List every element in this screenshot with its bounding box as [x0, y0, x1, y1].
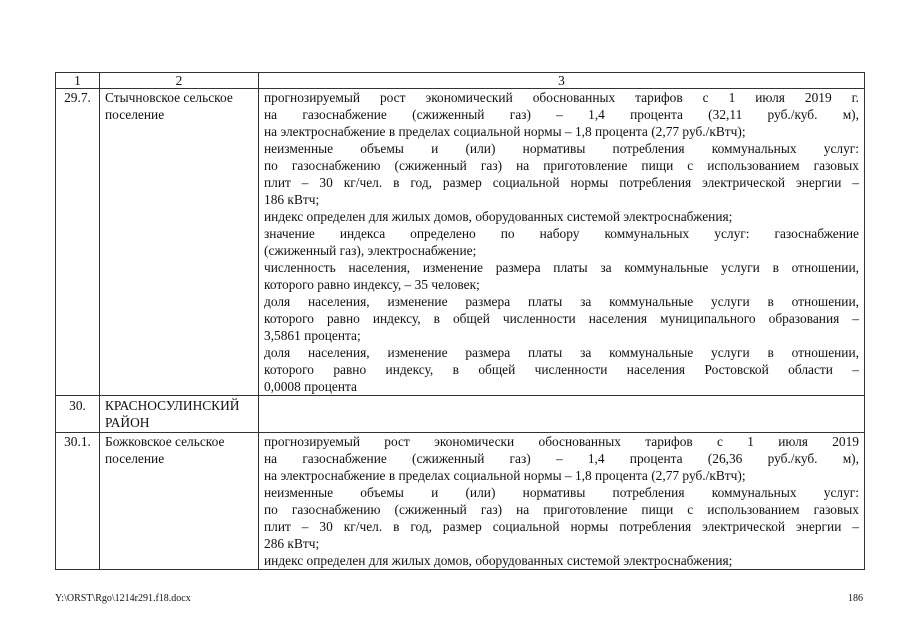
footer-file-path: Y:\ORST\Rgo\1214r291.f18.docx: [55, 593, 191, 604]
description-line: плит – 30 кг/чел. в год, размер социальной нормы потребления электрической энергии –: [264, 519, 859, 534]
description-line: 186 кВтч;: [264, 192, 320, 207]
description-line: на электроснабжение в пределах социальной нормы – 1,8 процента (2,77 руб./кВтч);: [264, 124, 746, 139]
description-line: по газоснабжению (сжиженный газ) на приготовление пищи с использованием газовых: [264, 502, 859, 517]
description-line: на газоснабжение (сжиженный газ) – 1,4 процента (32,11 руб./куб. м),: [264, 107, 859, 122]
description-line: неизменные объемы и (или) нормативы потребления коммунальных услуг:: [264, 485, 859, 500]
description-line: (сжиженный газ), электроснабжение;: [264, 243, 477, 258]
description-line: на газоснабжение (сжиженный газ) – 1,4 процента (26,36 руб./куб. м),: [264, 451, 859, 466]
settlement-name-cell: КРАСНОСУЛИНСКИЙ РАЙОН: [100, 396, 259, 433]
table-row: [56, 396, 865, 433]
description-line: численность населения, изменение размера платы за коммунальные услуги в отношении,: [264, 260, 859, 275]
description-line: значение индекса определено по набору коммунальных услуг: газоснабжение: [264, 226, 859, 241]
description-line: 0,0008 процента: [264, 379, 357, 394]
row-number-cell: 30.1.: [56, 433, 100, 570]
description-line: индекс определен для жилых домов, оборудованных системой электроснабжения;: [264, 553, 733, 568]
table-body: [56, 73, 865, 570]
row-number-cell: 30.: [56, 396, 100, 433]
description-line: плит – 30 кг/чел. в год, размер социальной нормы потребления электрической энергии –: [264, 175, 859, 190]
table-row: [56, 433, 865, 570]
description-line: доля населения, изменение размера платы за коммунальные услуги в отношении,: [264, 345, 859, 360]
description-line: доля населения, изменение размера платы за коммунальные услуги в отношении,: [264, 294, 859, 309]
table-row: [56, 89, 865, 396]
description-cell: [259, 89, 865, 396]
description-line: на электроснабжение в пределах социальной нормы – 1,8 процента (2,77 руб./кВтч);: [264, 468, 746, 483]
description-cell: [259, 396, 865, 433]
description-line: 286 кВтч;: [264, 536, 320, 551]
description-line: которого равно индексу, – 35 человек;: [264, 277, 480, 292]
header-cell-1: 1: [56, 73, 100, 89]
document-table: [55, 72, 865, 570]
header-cell-2: 2: [100, 73, 259, 89]
description-line: по газоснабжению (сжиженный газ) на приготовление пищи с использованием газовых: [264, 158, 859, 173]
description-line: которого равно индексу, в общей численности населения муниципального образования –: [264, 311, 859, 326]
footer-page-number: 186: [848, 593, 863, 604]
description-line: прогнозируемый рост экономически обоснованных тарифов с 1 июля 2019: [264, 434, 859, 449]
description-line: прогнозируемый рост экономический обоснованных тарифов с 1 июля 2019 г.: [264, 90, 859, 105]
table-header-row: [56, 73, 865, 89]
description-line: индекс определен для жилых домов, оборудованных системой электроснабжения;: [264, 209, 733, 224]
row-number-cell: 29.7.: [56, 89, 100, 396]
settlement-name-cell: Божковское сельское поселение: [100, 433, 259, 570]
description-line: 3,5861 процента;: [264, 328, 361, 343]
description-line: неизменные объемы и (или) нормативы потребления коммунальных услуг:: [264, 141, 859, 156]
header-cell-3: 3: [259, 73, 865, 89]
description-line: которого равно индексу, в общей численности населения Ростовской области –: [264, 362, 859, 377]
description-cell: [259, 433, 865, 570]
settlement-name-cell: Стычновское сельское поселение: [100, 89, 259, 396]
